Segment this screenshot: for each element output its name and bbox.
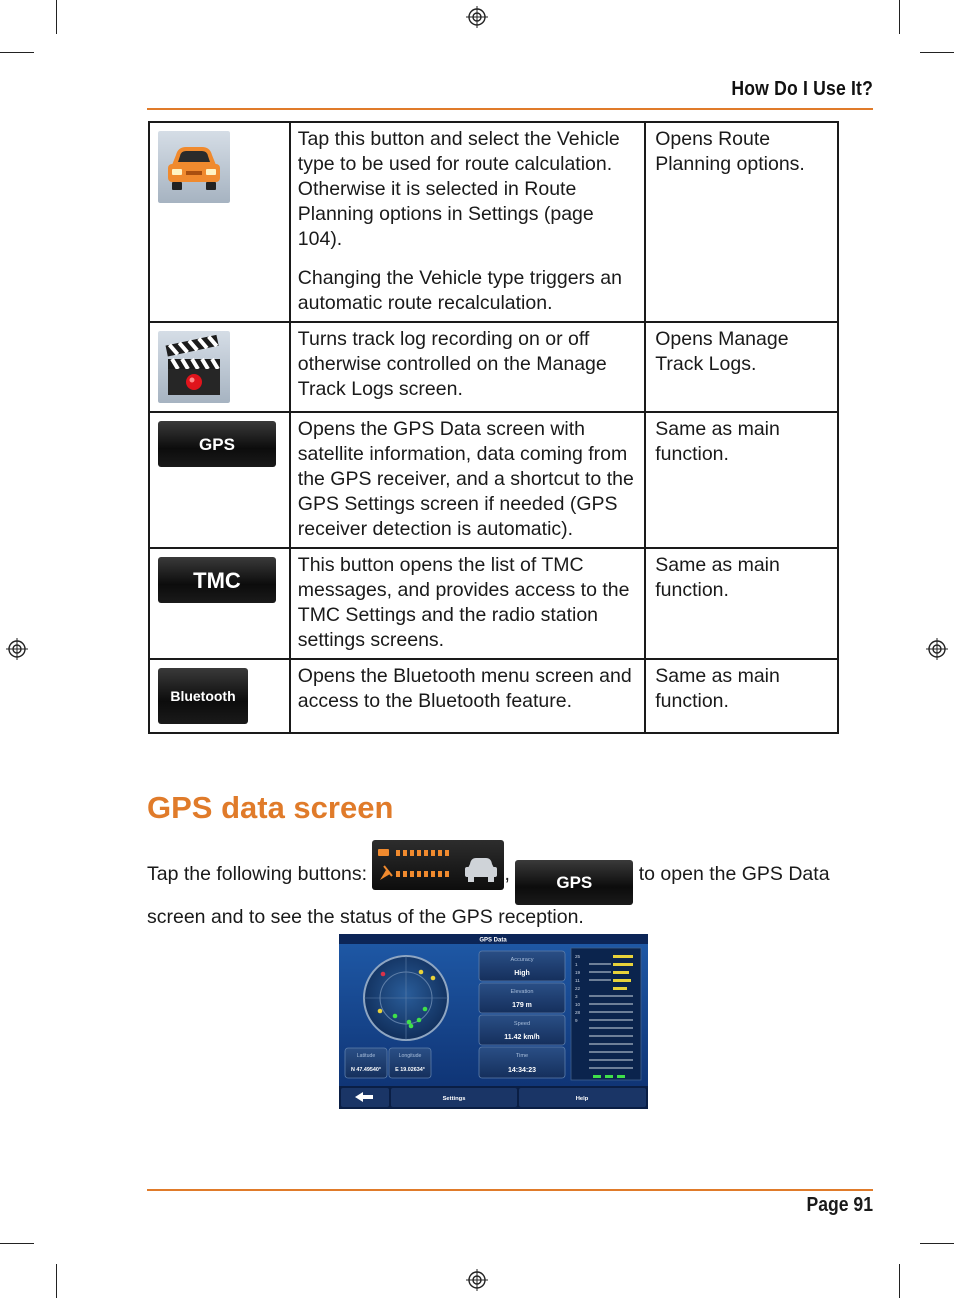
table-row	[149, 412, 838, 548]
signal-status-button-icon	[372, 840, 504, 890]
table-row	[149, 122, 838, 322]
description-cell	[290, 122, 645, 322]
registration-mark-icon	[466, 1269, 488, 1291]
longitude-label: Longitude	[398, 1053, 422, 1059]
table-row	[149, 548, 838, 659]
help-button-label: Help	[575, 1096, 589, 1102]
description-text: This button opens the list of TMC messages, and provides access to the TMC Settings and the radio station settings screens.	[297, 554, 630, 651]
longitude-value: E 19.02634°	[395, 1067, 425, 1073]
satellite-id: 1	[575, 962, 578, 967]
extended-function-cell: Same as main function.	[645, 659, 838, 733]
car-vehicle-type-icon	[158, 131, 230, 203]
extended-function-cell: Same as main function.	[645, 548, 838, 659]
description-text: Tap this button and select the Vehicle type to be used for route calculation. Otherwise it is selected in Route Planning options in Settings (page 104).	[297, 128, 620, 250]
crop-mark	[0, 52, 34, 53]
elevation-value: 179 m	[512, 1002, 532, 1009]
icon-cell	[149, 122, 290, 322]
settings-button-label: Settings	[442, 1096, 466, 1102]
section-intro	[147, 840, 847, 930]
registration-mark-icon	[926, 638, 948, 660]
crop-mark	[920, 52, 954, 53]
gps-inline-button-icon	[515, 860, 633, 905]
description-cell	[290, 548, 645, 659]
elevation-label: Elevation	[510, 989, 534, 995]
description-text: Turns track log recording on or off otherwise controlled on the Manage Track Logs screen.	[297, 328, 607, 400]
crop-mark	[56, 0, 57, 34]
intro-separator: ,	[504, 863, 516, 885]
description-cell	[290, 322, 645, 412]
bluetooth-button-label: Bluetooth	[170, 687, 236, 704]
time-label: Time	[515, 1053, 529, 1059]
gps-button-label: GPS	[199, 434, 235, 454]
latitude-label: Latitude	[356, 1053, 376, 1059]
gps-data-screen-image	[339, 934, 648, 1109]
clapperboard-record-icon	[158, 331, 230, 403]
crop-mark	[899, 0, 900, 34]
tmc-button-label: TMC	[193, 567, 241, 593]
satellite-id: 9	[575, 1018, 578, 1023]
crop-mark	[56, 1264, 57, 1298]
icon-cell	[149, 412, 290, 548]
crop-mark	[899, 1264, 900, 1298]
description-cell	[290, 659, 645, 733]
extended-function-cell: Opens Route Planning options.	[645, 122, 838, 322]
page-number: Page 91	[806, 1194, 873, 1216]
registration-mark-icon	[466, 6, 488, 28]
bluetooth-button-icon	[158, 668, 248, 724]
speed-value: 11.42 km/h	[504, 1034, 540, 1041]
gps-screen-title: GPS Data	[479, 937, 507, 944]
satellite-id: 3	[575, 994, 578, 999]
extended-function-cell: Opens Manage Track Logs.	[645, 322, 838, 412]
footer-rule	[147, 1189, 873, 1191]
description-text: Changing the Vehicle type triggers an automatic route recalculation.	[297, 267, 622, 314]
satellite-id: 25	[575, 954, 581, 959]
accuracy-value: High	[514, 970, 530, 977]
table-row	[149, 322, 838, 412]
satellite-id: 19	[575, 970, 581, 975]
accuracy-label: Accuracy	[510, 957, 534, 963]
gps-inline-button-label: GPS	[556, 873, 593, 892]
speed-label: Speed	[513, 1021, 531, 1027]
icon-cell	[149, 548, 290, 659]
section-title: GPS data screen	[147, 790, 394, 825]
description-text: Opens the Bluetooth menu screen and access to the Bluetooth feature.	[297, 665, 632, 712]
intro-text: to open the GPS Data screen and to see the status of the GPS reception.	[147, 863, 830, 928]
registration-mark-icon	[6, 638, 28, 660]
gps-button-icon	[158, 421, 276, 467]
icon-cell	[149, 322, 290, 412]
latitude-value: N 47.49540°	[350, 1067, 382, 1073]
intro-text: Tap the following buttons:	[147, 863, 373, 885]
time-value: 14:34:23	[507, 1067, 537, 1074]
extended-function-cell: Same as main function.	[645, 412, 838, 548]
description-cell	[290, 412, 645, 548]
running-header: How Do I Use It?	[731, 78, 873, 100]
description-text: Opens the GPS Data screen with satellite information, data coming from the GPS receiver, and a shortcut to the GPS Settings screen if needed (GPS receiver detection is automatic).	[297, 418, 634, 540]
satellite-id: 28	[575, 1010, 581, 1015]
crop-mark	[0, 1243, 34, 1244]
satellite-id: 22	[575, 986, 581, 991]
icon-cell	[149, 659, 290, 733]
table-row	[149, 659, 838, 733]
tmc-button-icon	[158, 557, 276, 603]
header-rule	[147, 108, 873, 110]
satellite-id: 11	[575, 978, 580, 983]
functions-table	[148, 121, 839, 734]
crop-mark	[920, 1243, 954, 1244]
satellite-id: 10	[575, 1002, 581, 1007]
